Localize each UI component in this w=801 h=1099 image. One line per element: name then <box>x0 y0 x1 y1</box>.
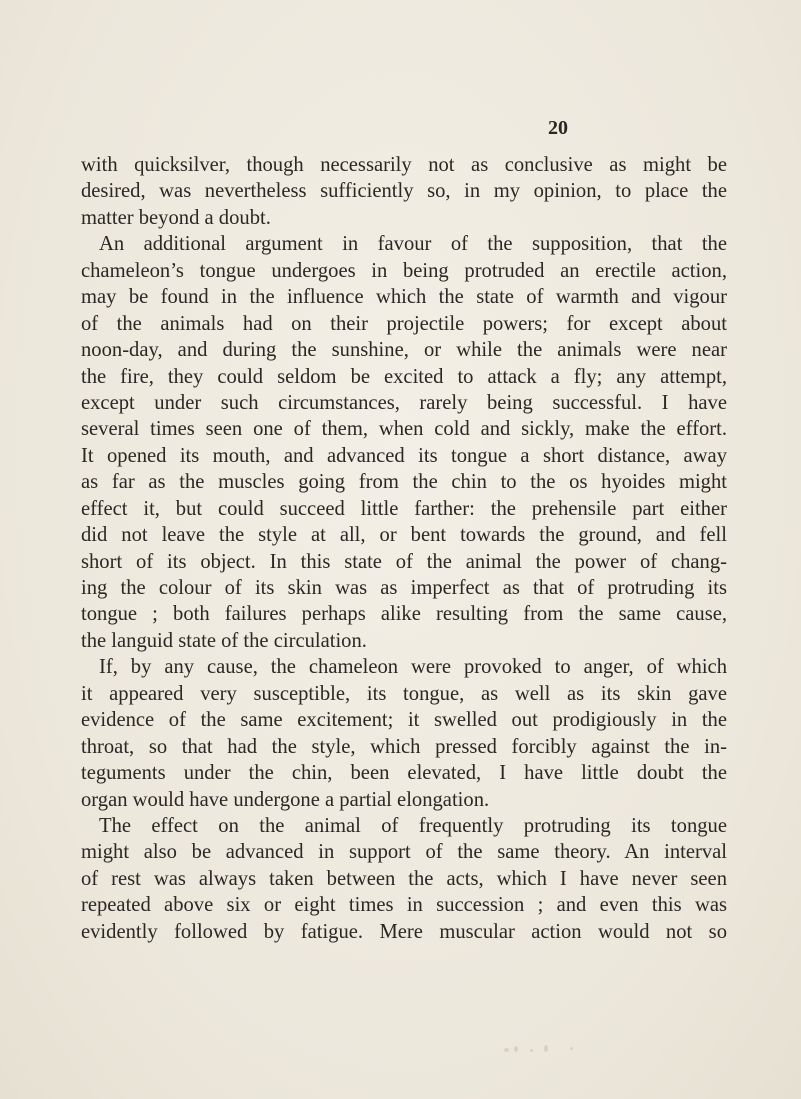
text-line: effect it, but could succeed little farther: the prehensile part either <box>81 497 727 520</box>
text-line: might also be advanced in support of the same theory. An interval <box>81 841 727 864</box>
text-line: short of its object. In this state of the animal the power of chang- <box>81 550 727 573</box>
text-line: ing the colour of its skin was as imperfect as that of protruding its <box>81 577 727 599</box>
text-line: did not leave the style at all, or bent towards the ground, and fell <box>81 524 727 547</box>
text-line: evidently followed by fatigue. Mere muscular action would not so <box>81 920 727 943</box>
paragraph <box>81 231 727 654</box>
text-line: as far as the muscles going from the chin to the os hyoides might <box>81 471 727 494</box>
text-line: matter beyond a doubt. <box>81 206 271 229</box>
paper-blemish <box>500 1043 580 1057</box>
paragraph <box>81 654 727 813</box>
text-line: teguments under the chin, been elevated, I have little doubt the <box>81 762 727 785</box>
text-line: may be found in the influence which the state of warmth and vigour <box>81 286 727 309</box>
text-line: tongue ; both failures perhaps alike resulting from the same cause, <box>81 603 727 626</box>
text-line: organ would have undergone a partial elongation. <box>81 788 490 811</box>
text-line: chameleon’s tongue undergoes in being protruded an erectile action, <box>81 259 727 282</box>
paragraph <box>81 813 727 945</box>
text-line: of rest was always taken between the acts, which I have never seen <box>81 867 727 890</box>
page-number: 20 <box>548 117 568 139</box>
text-line: desired, was nevertheless sufficiently so, in my opinion, to place the <box>81 180 727 203</box>
text-line: The effect on the animal of frequently protruding its tongue <box>99 814 727 837</box>
text-line: with quicksilver, though necessarily not as conclusive as might be <box>81 154 727 176</box>
text-line: it appeared very susceptible, its tongue, as well as its skin gave <box>81 682 727 705</box>
paragraph <box>81 152 727 231</box>
text-line: noon-day, and during the sunshine, or while the animals were near <box>81 339 727 362</box>
body-text <box>81 152 727 945</box>
text-line: It opened its mouth, and advanced its tongue a short distance, away <box>81 444 727 467</box>
text-line: evidence of the same excitement; it swelled out prodigiously in the <box>81 709 727 732</box>
text-line: except under such circumstances, rarely being successful. I have <box>81 391 727 414</box>
text-line: the fire, they could seldom be excited to attack a fly; any attempt, <box>81 365 727 388</box>
text-line: of the animals had on their projectile powers; for except about <box>81 312 727 335</box>
text-line: If, by any cause, the chameleon were provoked to anger, of which <box>99 656 727 679</box>
text-line: the languid state of the circulation. <box>81 629 367 652</box>
text-line: repeated above six or eight times in succession ; and even this was <box>81 894 727 917</box>
text-line: several times seen one of them, when cold and sickly, make the effort. <box>81 418 727 441</box>
text-line: throat, so that had the style, which pressed forcibly against the in- <box>81 735 727 758</box>
text-line: An additional argument in favour of the supposition, that the <box>99 233 727 256</box>
